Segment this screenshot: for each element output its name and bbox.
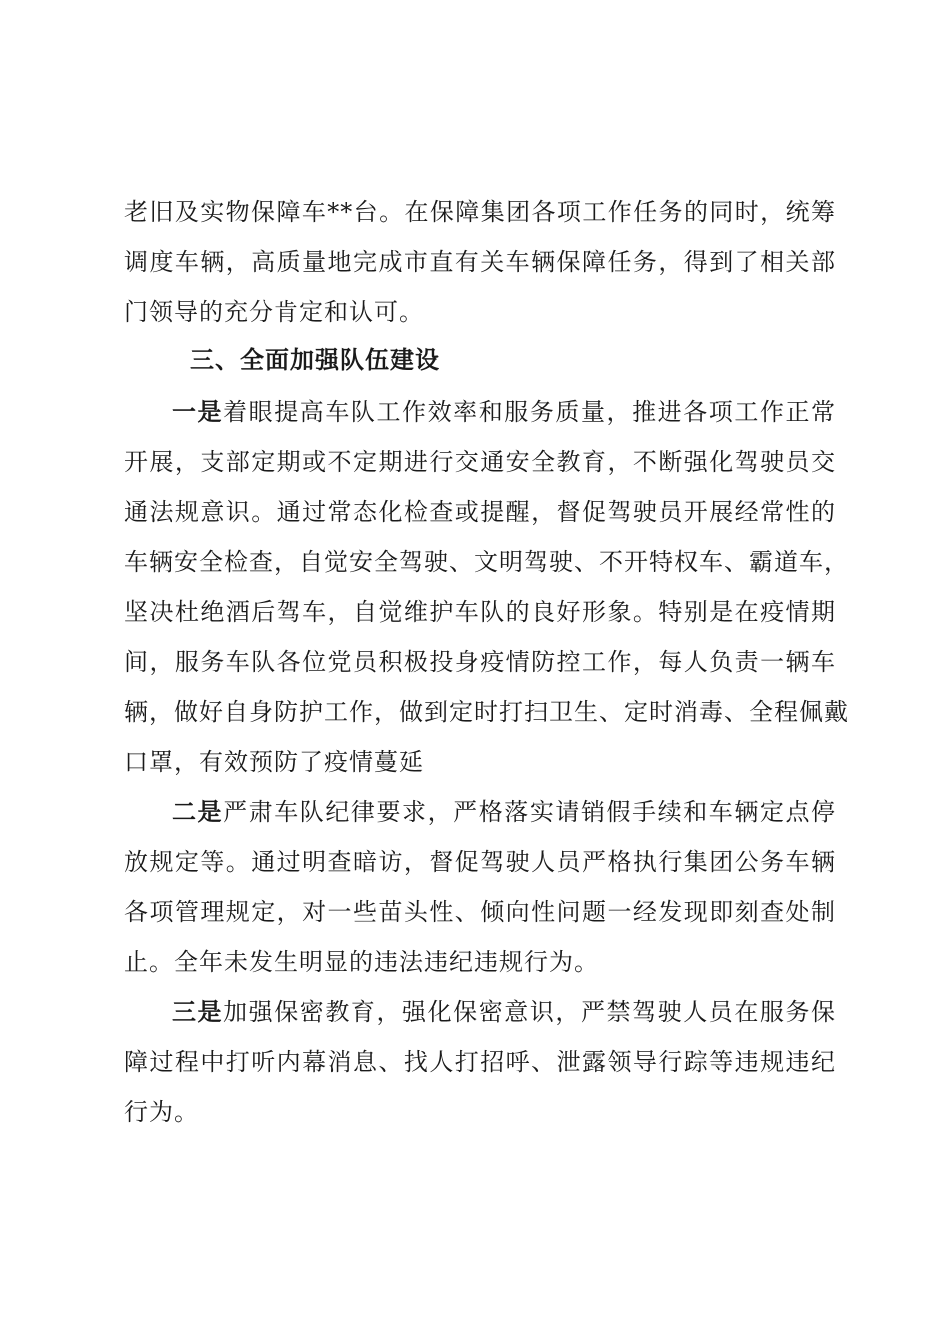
section-heading: 三、全面加强队伍建设: [190, 346, 440, 374]
text-line: 障过程中打听内幕消息、找人打招呼、泄露领导行踪等违规违纪: [124, 1048, 836, 1076]
text-line: 坚决杜绝酒后驾车，自觉维护车队的良好形象。特别是在疫情期: [124, 598, 836, 626]
paragraph-text: 着眼提高车队工作效率和服务质量，推进各项工作正常: [223, 398, 837, 426]
text-line: 通法规意识。通过常态化检查或提醒，督促驾驶员开展经常性的: [124, 498, 836, 526]
text-line: 开展，支部定期或不定期进行交通安全教育，不断强化驾驶员交: [124, 448, 836, 476]
text-line: 口罩，有效预防了疫情蔓延: [124, 748, 424, 776]
text-line: 各项管理规定，对一些苗头性、倾向性问题一经发现即刻查处制: [124, 898, 836, 926]
text-line: 车辆安全检查，自觉安全驾驶、文明驾驶、不开特权车、霸道车，: [124, 548, 849, 576]
text-line: 行为。: [124, 1098, 199, 1126]
paragraph-lead: 二是: [172, 798, 224, 826]
text-line: 老旧及实物保障车**台。在保障集团各项工作任务的同时，统筹: [124, 198, 836, 226]
text-line: 止。全年未发生明显的违法违纪违规行为。: [124, 948, 599, 976]
text-line: 调度车辆，高质量地完成市直有关车辆保障任务，得到了相关部: [124, 248, 836, 276]
paragraph-first-line: [172, 996, 836, 1028]
paragraph-first-line: [172, 796, 836, 828]
paragraph-lead: 一是: [172, 398, 224, 426]
text-line: 放规定等。通过明查暗访，督促驾驶人员严格执行集团公务车辆: [124, 848, 836, 876]
text-line: 间，服务车队各位党员积极投身疫情防控工作，每人负责一辆车: [124, 648, 836, 676]
paragraph-lead: 三是: [172, 998, 224, 1026]
text-line: 门领导的充分肯定和认可。: [124, 298, 424, 326]
paragraph-text: 加强保密教育，强化保密意识，严禁驾驶人员在服务保: [223, 998, 837, 1026]
paragraph-text: 严肃车队纪律要求，严格落实请销假手续和车辆定点停: [223, 798, 837, 826]
paragraph-first-line: [172, 396, 836, 428]
text-line: 辆，做好自身防护工作，做到定时打扫卫生、定时消毒、全程佩戴: [124, 698, 849, 726]
